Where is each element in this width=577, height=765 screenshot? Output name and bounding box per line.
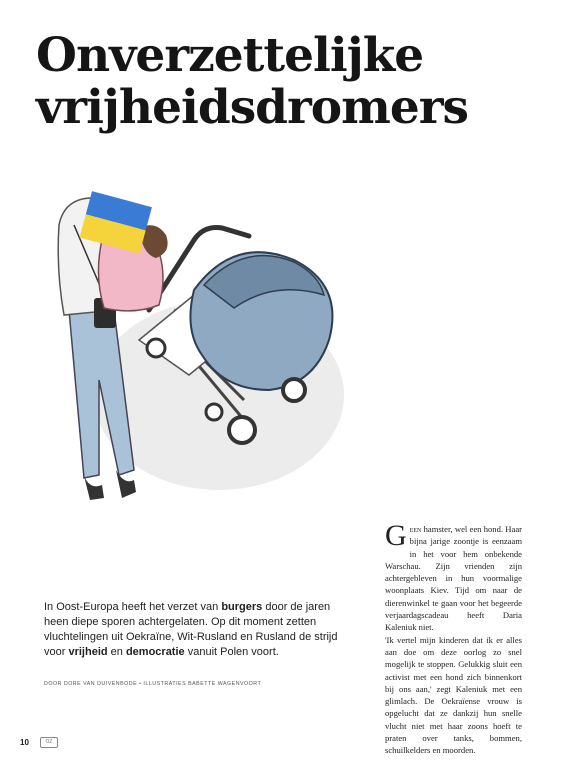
keyword-democratie: democratie [125,646,185,658]
pram-wheel-4 [206,404,222,420]
pram-wheel-1 [229,417,255,443]
lead-paragraph: In Oost-Europa heeft het verzet van burgers door de jaren heen diepe sporen achtergelaten. Op dit moment zetten vluchtelingen uit Oekraïne, Wit-Rusland en Rusland de strijd voor vrijheid en democratie vanuit Polen voort. [44,601,338,658]
byline: DOOR DORE VAN DUIVENBODE • ILLUSTRATIES BABETTE WAGENVOORT [44,681,262,687]
keyword-burgers: burgers [221,601,263,613]
headline-line-1: Onverzettelijke [36,28,424,83]
small-caps-opening: een [409,524,422,534]
headline-line-2: vrijheidsdromers [36,80,469,135]
illustration [44,180,344,510]
page-number: 10 [20,738,29,747]
headline [36,30,556,134]
body-paragraph-1: Geen hamster, wel een hond. Haar bijna jarige zoontje is eenzaam in het voor hem onbekende Warschau. Zijn vrienden zijn achtergebleven in hun voormalige woonplaats Kiev. Tijd om naar de dierenwinkel te gaan voor het begeerde verjaardagscadeau heeft Daria Kaleniuk niet. [385,519,522,633]
pram-wheel-2 [283,379,305,401]
body-column [385,519,522,757]
magazine-logo: OZ [40,737,58,748]
drop-cap: G [385,519,407,552]
pram-wheel-3 [147,339,165,357]
body-paragraph-2: 'Ik vertel mijn kinderen dat ik er alles aan doe om deze oorlog zo snel mogelijk te stoppen. Gelukkig sluit een activist met een hond zich binnenkort bij ons aan,' zegt Kaleniuk met een glimlach. De Oekraïense vrouw is opgelucht dat ze dankzij hun snelle vlucht niet met haar zoons hoeft te praten over tanks, bommen, schuilkelders en moorden. [385,634,522,756]
keyword-vrijheid: vrijheid [68,646,108,658]
